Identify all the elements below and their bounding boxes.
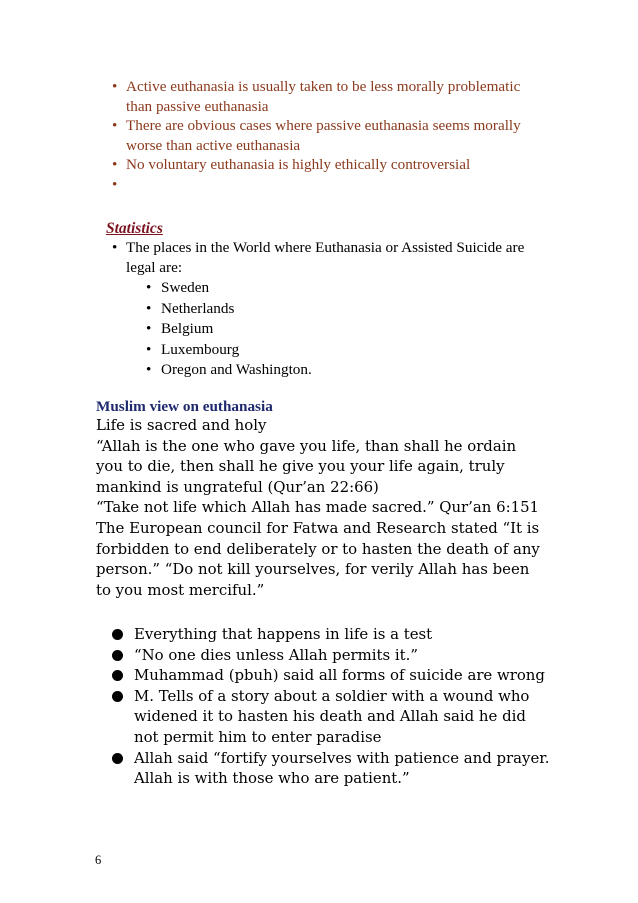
paragraph: “Allah is the one who gave you life, than shall he ordain you to die, then shall he give you your life again, truly mankind is ungrateful (Qur’an 22:66) (96, 436, 517, 496)
country-item: • Sweden (146, 278, 532, 298)
paragraph: Life is sacred and holy (96, 416, 267, 434)
country-item: • Netherlands (146, 299, 532, 319)
bullet-dot-icon (112, 691, 123, 702)
bullet-dot-icon (112, 753, 123, 764)
country-item: • Oregon and Washington. (146, 360, 532, 380)
statistics-heading: Statistics (106, 220, 163, 237)
belief-text: Allah said “fortify yourselves with patience and prayer. Allah is with those who are patient.” (134, 748, 550, 788)
belief-text: “No one dies unless Allah permits it.” (134, 645, 418, 664)
country-item: • Luxembourg (146, 340, 532, 360)
bullet-dot-icon (112, 670, 123, 681)
muslim-beliefs-list (110, 624, 550, 789)
list-item (110, 624, 550, 645)
statistics-list (112, 238, 532, 380)
list-item (110, 665, 550, 686)
belief-text: M. Tells of a story about a soldier with a wound who widened it to hasten his death and Allah said he did not permit him to enter paradise (134, 686, 530, 746)
muslim-view-heading: Muslim view on euthanasia (96, 398, 273, 415)
list-item: • No voluntary euthanasia is highly ethically controversial (112, 155, 532, 175)
list-item: • Active euthanasia is usually taken to be less morally problematic than passive euthanasia (112, 77, 532, 116)
list-item (110, 686, 550, 748)
country-item: • Belgium (146, 319, 532, 339)
countries-list (146, 278, 532, 380)
belief-text: Everything that happens in life is a test (134, 625, 433, 643)
belief-text: Muhammad (pbuh) said all forms of suicide are wrong (134, 666, 545, 685)
muslim-view-body (96, 415, 546, 600)
list-item (110, 645, 550, 666)
bullet-dot-icon (112, 629, 123, 640)
list-item: • There are obvious cases where passive euthanasia seems morally worse than active euthanasia (112, 116, 532, 155)
bullet-dot-icon (112, 650, 123, 661)
page-number: 6 (95, 853, 102, 867)
list-item (112, 238, 532, 380)
list-item (110, 748, 550, 789)
statistics-intro: The places in the World where Euthanasia or Assisted Suicide are legal are: (126, 239, 525, 277)
paragraph: The European council for Fatwa and Research stated “It is forbidden to end deliberately or to hasten the death of any person.” “Do not kill yourselves, for verily Allah has been to you most merciful.” (96, 518, 540, 599)
paragraph: “Take not life which Allah has made sacred.” Qur’an 6:151 (96, 498, 540, 517)
euthanasia-points-list (112, 77, 532, 175)
